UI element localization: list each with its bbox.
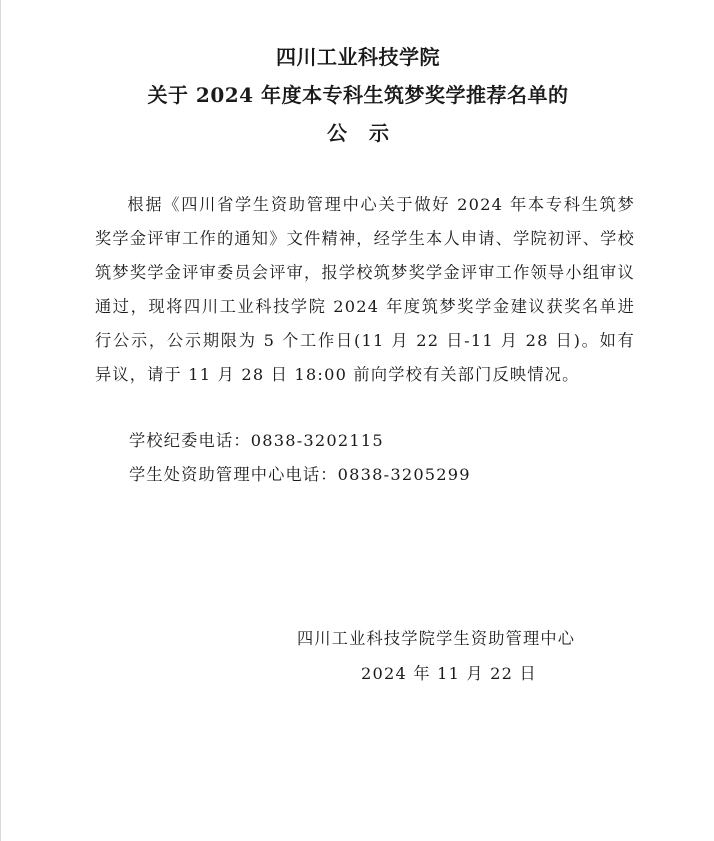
contact-discipline-committee: 学校纪委电话：0838-3202115 [129,431,384,450]
title-subject: 关于 2024 年度本专科生筑梦奖学推荐名单的 [147,83,569,107]
contact-student-aid-center: 学生处资助管理中心电话：0838-3205299 [129,465,471,484]
signature-date: 2024 年 11 月 22 日 [361,664,537,683]
title-school-name: 四川工业科技学院 [276,45,440,69]
signature-organization: 四川工业科技学院学生资助管理中心 [297,629,576,648]
title-notice: 公示 [327,121,411,145]
document-title [1,38,714,152]
body-paragraph: 根据《四川省学生资助管理中心关于做好 2024 年本专科生筑梦奖学金评审工作的通知》文件精神，经学生本人申请、学院初评、学校筑梦奖学金评审委员会评审，报学校筑梦奖学金评审工作领导小组审议通过，现将四川工业科技学院 2024 年度筑梦奖学金建议获奖名单进行公示，公示期限为 5 个工作日(11 月 22 日-11 月 28 日)。如有异议，请于 11 月 28 日 18:00 前向学校有关部门反映情况。 [95,195,635,384]
